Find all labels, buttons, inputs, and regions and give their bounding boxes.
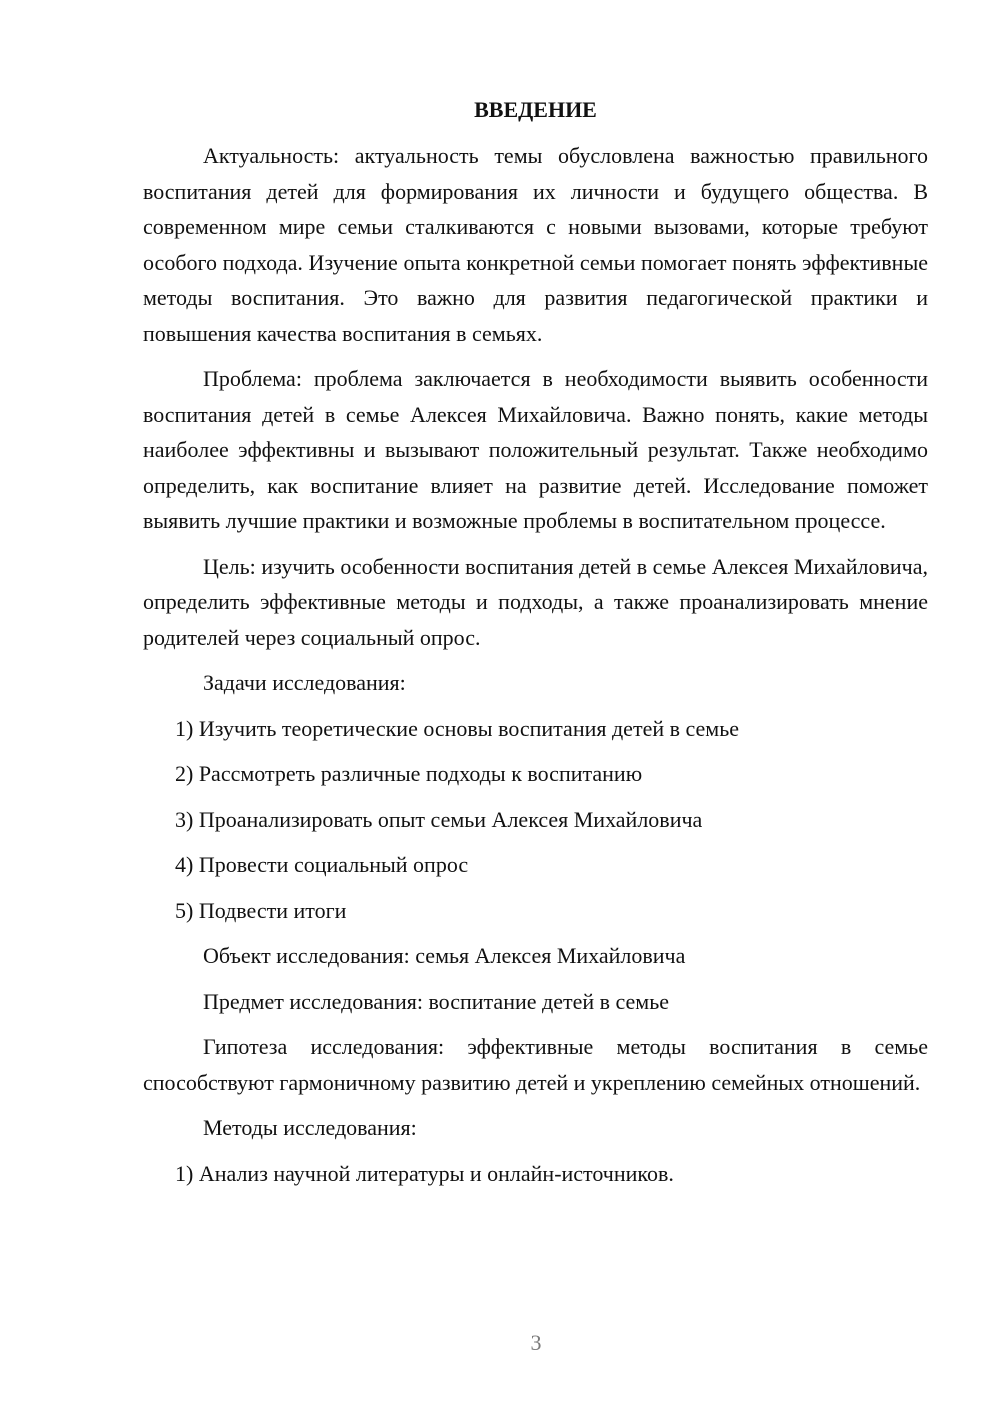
- problem-paragraph: Проблема: проблема заключается в необходимости выявить особенности воспитания детей в семье Алексея Михайловича. Важно понять, какие методы наиболее эффективны и вызывают положительный результат. Также необходимо определить, как воспитание влияет на развитие детей. Исследование поможет выявить лучшие практики и возможные проблемы в воспитательном процессе.: [143, 366, 928, 533]
- task-item: 5) Подвести итоги: [175, 897, 347, 923]
- method-item: 1) Анализ научной литературы и онлайн-источников.: [175, 1160, 674, 1186]
- task-item: 1) Изучить теоретические основы воспитания детей в семье: [175, 715, 740, 741]
- page-content: [143, 90, 928, 1201]
- goal-paragraph: Цель: изучить особенности воспитания детей в семье Алексея Михайловича, определить эффективные методы и подходы, а также проанализировать мнение родителей через социальный опрос.: [143, 553, 928, 650]
- research-subject: Предмет исследования: воспитание детей в семье: [203, 988, 670, 1014]
- methods-title: Методы исследования:: [203, 1115, 417, 1140]
- section-heading: ВВЕДЕНИЕ: [474, 97, 597, 122]
- relevance-paragraph: Актуальность: актуальность темы обусловлена важностью правильного воспитания детей для формирования их личности и будущего общества. В современном мире семьи сталкиваются с новыми вызовами, которые требуют особого подхода. Изучение опыта конкретной семьи помогает понять эффективные методы воспитания. Это важно для развития педагогической практики и повышения качества воспитания в семьях.: [143, 143, 928, 346]
- hypothesis-paragraph: Гипотеза исследования: эффективные методы воспитания в семье способствуют гармоничному развитию детей и укреплению семейных отношений.: [143, 1034, 928, 1095]
- tasks-title: Задачи исследования:: [203, 670, 406, 695]
- page-number: 3: [530, 1330, 542, 1355]
- task-item: 2) Рассмотреть различные подходы к воспитанию: [175, 761, 643, 786]
- research-object: Объект исследования: семья Алексея Михайловича: [203, 943, 686, 968]
- task-item: 3) Проанализировать опыт семьи Алексея Михайловича: [175, 806, 703, 832]
- task-item: 4) Провести социальный опрос: [175, 852, 469, 877]
